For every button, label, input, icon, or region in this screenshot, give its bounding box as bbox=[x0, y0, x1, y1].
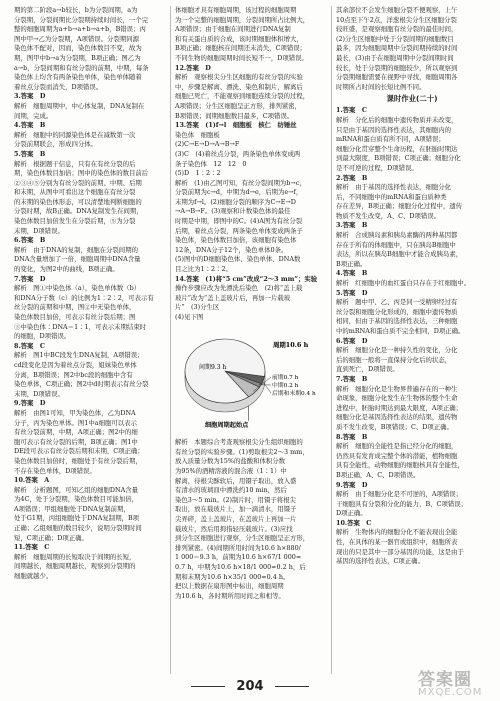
answer-text: 答案 B bbox=[20, 236, 46, 245]
left-column bbox=[14, 6, 166, 674]
answer-line bbox=[14, 236, 166, 246]
text-line: 丝分裂和细胞分化形成的，细胞中遗传物质 bbox=[336, 307, 458, 316]
text-line: (5)D 1∶2∶2 bbox=[175, 169, 221, 178]
answer-text: 答案 D bbox=[342, 336, 368, 345]
text-line: 片” (3)分生区 bbox=[175, 303, 220, 312]
footer-rule-left bbox=[191, 686, 225, 687]
text-line: 中的mRNA和蛋白质不完全相同，D项正确。 bbox=[336, 327, 465, 335]
cycle-period-label: 周期10.6 h bbox=[273, 340, 309, 349]
answer-line bbox=[336, 106, 488, 116]
text-line: 到分生区细胞进行观察，分生区细胞呈正方形， bbox=[175, 534, 310, 543]
text-line: 最长，(3)由于在细胞周期中分裂间期时间 bbox=[336, 53, 454, 62]
text-line: 细胞分化贯穿整个生命历程，在胚胎时期达 bbox=[336, 144, 458, 153]
explanation-line: 解析 由于细胞分化是不可逆的，A项错误； bbox=[336, 490, 463, 499]
text-line: 的末期的染色体形态，可以清楚地判断细胞的 bbox=[14, 197, 142, 206]
text-line: 1 000＝9.3 h，前期为10.6 h×67/1 000≈ bbox=[175, 553, 302, 562]
text-line: 时期是中期，即图中的C。(4)A图为有丝分裂 bbox=[175, 217, 303, 226]
explanation-line: 解析 分化后的细胞中遗传物质并未改变， bbox=[336, 115, 458, 124]
text-line: 时期所占时间的长短比例不同。 bbox=[336, 82, 426, 91]
text-line: 中，步骤是解离、漂洗、染色和制片，解离后 bbox=[175, 82, 303, 91]
text-line: 有清水的玻璃皿中漂洗约10 min，然后 bbox=[175, 486, 287, 495]
question-number: 12. bbox=[175, 63, 187, 72]
explanation-line: 解析 合成胰岛素和胰岛素酶的两种基因都 bbox=[336, 231, 458, 240]
answer-text: 答案 A bbox=[25, 476, 50, 485]
text-line: 把以上数据在扇形图中标出，细胞周期 bbox=[175, 582, 284, 591]
text-line: B项正确。 bbox=[336, 259, 367, 268]
text-line: 表达，所以在胰岛B细胞中才能合成胰岛素， bbox=[336, 250, 463, 259]
text-line: 和有关蛋白质的合成，该时期细胞体积增大， bbox=[175, 34, 303, 43]
answer-text: 答案 D bbox=[342, 480, 368, 489]
text-line: 操作步骤应改为先漂洗后染色 (2)将“盖上载 bbox=[175, 284, 303, 293]
text-line: 直到死亡，D项错误。 bbox=[336, 365, 399, 374]
question-number: 9. bbox=[14, 399, 21, 408]
text-line: 图中甲→乙为分裂期，A项错误。分裂期同源 bbox=[14, 34, 140, 43]
text-line: 具有全能性，动物细胞的细胞核具有全能性， bbox=[336, 461, 464, 470]
text-line: mRNA和蛋白质有所不同，A项错误； bbox=[336, 135, 445, 144]
text-line: B项正确；细胞核在间期还未消失，C项错误； bbox=[175, 44, 307, 53]
explanation-line: 解析 生物体内的细胞分化不能表现出全能 bbox=[336, 528, 458, 537]
question-number: 2. bbox=[336, 173, 343, 182]
text-line: 期，图甲中b→a为分裂期，B项正确；图乙为 bbox=[14, 53, 141, 62]
text-line: 最多，因为细胞周期中分裂间期持续的时间 bbox=[336, 44, 458, 53]
answer-text: 答案 B bbox=[342, 269, 368, 278]
answer-text: 答案 C bbox=[20, 341, 45, 350]
text-line: DNA含量增加了一倍，细胞周期中DNA含量 bbox=[14, 255, 141, 264]
text-line: 染色体数目加倍，可表示有丝分裂后期；图 bbox=[14, 313, 136, 321]
explanation-line: 解析 细胞分化是一种持久性的变化，分化 bbox=[336, 346, 458, 355]
answer-line bbox=[175, 64, 327, 74]
text-line: 12条，DNA分子12个，染色单体0条。 bbox=[175, 245, 288, 254]
text-line: 染色体上均含有两条染色单体，染色单体随着 bbox=[14, 73, 142, 82]
text-line: 干细胞具有分裂和分化的能力，B、C项错误； bbox=[336, 499, 468, 508]
explanation-line: 解析 细胞中的同源染色体是在减数第一次 bbox=[14, 130, 136, 139]
text-line: 处于G1期，丙组细胞处于DNA复制期，B项 bbox=[14, 514, 140, 523]
text-line: 不同生物的细胞周期时间长短不一，D项错误。 bbox=[175, 53, 308, 62]
question-number: 10. bbox=[336, 518, 348, 527]
text-line: 为一个完整的细胞周期，分裂间期所占比例大， bbox=[175, 15, 310, 24]
explanation-line: 解析 细胞周期的长短取决于间期的长短， bbox=[14, 552, 136, 561]
answer-text: 答案 (1)f→l 细胞板 核仁 纺锤丝 bbox=[186, 121, 297, 130]
text-line: 只是由于基因的选择性表达，其细胞内的 bbox=[336, 125, 452, 134]
text-line: ③中染色体∶DNA＝1∶1，可表示末期结束时 bbox=[14, 322, 147, 331]
text-line: 较长，处于分裂期的细胞较少，所以观察到 bbox=[336, 63, 458, 72]
text-line: 染色体不配对，因而，染色体数目不变，故为 bbox=[14, 44, 142, 53]
text-line: 细胞分化是基因选择性表达的结果，遗传物 bbox=[336, 413, 458, 422]
explanation-line: 解析 细胞分化是生物界普遍存在的一种生 bbox=[336, 384, 458, 393]
answer-text: 答案 C bbox=[25, 543, 50, 552]
text-line: 目之比为1∶2∶2。 bbox=[175, 265, 232, 274]
answer-line bbox=[175, 275, 327, 285]
explanation-line: 解析 分析题图，可知乙组的细胞DNA含量 bbox=[14, 485, 138, 494]
text-line: 末期，D项错误。 bbox=[14, 389, 64, 398]
text-line: 物质不发生改变，A、C、D项错误。 bbox=[336, 211, 441, 220]
answer-line bbox=[14, 275, 166, 285]
answer-line bbox=[336, 174, 488, 184]
text-line: (5)图中的D细胞染色体、染色单体、DNA数 bbox=[175, 255, 301, 264]
text-line: 仍然具有发育成完整个体的潜能，植物细胞 bbox=[336, 451, 458, 460]
text-line: 正确；乙组细胞的数目较少，说明分裂期时间 bbox=[14, 524, 142, 533]
text-line: 末期，D项错误。 bbox=[14, 226, 64, 235]
answer-text: 答案 B bbox=[20, 149, 46, 158]
text-line: 的细胞，D项错误。 bbox=[14, 332, 71, 341]
explanation-line: 解析 细胞的全能性是指已经分化的细胞， bbox=[336, 442, 458, 451]
text-line: 有丝分裂前期，中期，A项正确；图2中的细 bbox=[14, 428, 138, 437]
question-number: 8. bbox=[14, 341, 21, 350]
interphase-label: 间期9.3 h bbox=[199, 363, 227, 371]
answer-line bbox=[14, 150, 166, 160]
text-line: 和末期，从图中可看出这个细胞在有丝分裂 bbox=[14, 188, 136, 197]
start-point-caption: 细胞周期起始点 bbox=[205, 421, 249, 429]
text-line: 尖弄碎，盖上盖玻片，在盖玻片上再加一片 bbox=[175, 514, 297, 523]
text-line: 和DNA分子数（c）的比例为1∶2∶2，可表示有 bbox=[14, 293, 154, 302]
cell-cycle-pie-chart bbox=[175, 325, 327, 433]
explanation-line: 解析 观察根尖分生区细胞的有丝分裂的实验 bbox=[175, 73, 303, 82]
answer-text: 答案 D bbox=[20, 399, 46, 408]
answer-text: 答案 B bbox=[342, 432, 368, 441]
text-line: 载玻片，然后用拇指轻压载玻片。(3)应找 bbox=[175, 524, 293, 533]
answer-text: 答案 D bbox=[186, 63, 211, 72]
question-number: 6. bbox=[14, 236, 21, 245]
text-line: 后期，着丝点分裂，两条染色单体变成两条子 bbox=[175, 226, 303, 235]
text-line: 分裂时期，故B正确。DNA复制发生在间期， bbox=[14, 207, 143, 216]
text-line: 不存在染色单体，D项错误。 bbox=[14, 466, 96, 475]
text-line: B项正确，A、C、D项错误。 bbox=[336, 470, 420, 479]
text-line: 放入质量分数为15%的盐酸和体积分数 bbox=[175, 457, 286, 466]
question-number: 10. bbox=[14, 476, 26, 485]
right-column bbox=[331, 6, 488, 674]
text-line: 间期，完成。 bbox=[14, 111, 53, 120]
answer-line bbox=[14, 121, 166, 131]
middle-column bbox=[170, 6, 327, 674]
text-line: 胞可表示有丝分裂的后期，B项正确；图1中 bbox=[14, 437, 138, 446]
text-line: 分子，丙为染色单体。图1中a细胞可以表示 bbox=[14, 418, 137, 427]
text-line: 染色体数目加倍时，细胞处于有丝分裂后期， bbox=[14, 456, 142, 465]
text-line: 后的细胞一般将一直保持分化后的状态， bbox=[336, 355, 452, 364]
question-number: 7. bbox=[336, 374, 343, 383]
text-line: 玻片”改为“盖上盖玻片后，再加一片载玻 bbox=[175, 293, 291, 302]
question-number: 4. bbox=[14, 121, 21, 130]
explanation-line: 解析 图①中染色体（a），染色单体数（b） bbox=[14, 284, 141, 293]
text-line: B项错误；间期细胞数目最多，C项错误。 bbox=[175, 111, 294, 120]
text-line: D项正确。 bbox=[336, 509, 367, 518]
question-number: 1. bbox=[336, 106, 343, 115]
question-number: 8. bbox=[336, 432, 343, 441]
text-line: 分裂前期联会，形成四分体。 bbox=[14, 140, 98, 149]
answer-line bbox=[336, 433, 488, 443]
explanation-line: 解析 (1)由乙图可知，有丝分裂间期为b→c， bbox=[175, 178, 306, 187]
text-line: 分离，B项错误；图2中bc段的细胞中含有 bbox=[14, 370, 133, 379]
explanation-line: 解析 根据题干信息，只有在有丝分裂的后 bbox=[14, 159, 136, 168]
explanation-line: 解析 题中甲、乙、丙是同一受精卵经过有 bbox=[336, 298, 458, 307]
explanation-line: 解析 由图1可知，甲为染色体，乙为DNA bbox=[14, 408, 136, 417]
text-line: 条子染色体 12 12 0 bbox=[175, 159, 247, 168]
answer-line bbox=[336, 269, 488, 279]
text-line: A项错误；由于细胞在间期进行DNA复制 bbox=[175, 25, 291, 34]
page-number: 204 bbox=[236, 679, 264, 694]
text-line: 为4C，处于分裂期，染色体数目可能加倍， bbox=[14, 495, 138, 504]
text-line: A项错误；甲组细胞处于DNA复制前期， bbox=[14, 504, 130, 513]
text-line: 期的第二阶段a→b较长，b为分裂间期，a为 bbox=[14, 6, 138, 14]
text-line: 为10.6 h，各时期所用时间之和相等。 bbox=[175, 591, 285, 600]
answer-text: 答案 B bbox=[342, 173, 368, 182]
text-line: 染色体 细胞板 bbox=[175, 130, 220, 139]
answer-line bbox=[175, 121, 327, 131]
text-line: →A→B→F。(3)观察和计数染色体的最佳 bbox=[175, 207, 291, 216]
text-line: 期和末期为10.6 h×35/1 000≈0.4 h。 bbox=[175, 572, 290, 581]
text-line: ②③④⑤分别为有丝分裂的前期、中期、后期 bbox=[14, 178, 142, 187]
question-number: 11. bbox=[14, 543, 26, 552]
slice-label: 后期和末期0.4 h bbox=[272, 390, 316, 397]
text-line: 到最大限度，B项错误；C项正确；细胞分化 bbox=[336, 154, 461, 163]
text-line: 排列紧密。(4)间期所用时间为10.6 h×880/ bbox=[175, 543, 301, 552]
right-column-answers bbox=[336, 106, 488, 567]
explanation-line: 解析 由于基因的选择性表达，细胞分化 bbox=[336, 183, 452, 192]
text-line: 细胞已死亡，不能观察到细胞连续分裂的过程， bbox=[175, 92, 310, 101]
slice-label: 中期0.2 h bbox=[272, 382, 299, 389]
text-line: 存在差异，B项正确；细胞分化过程中，遗传 bbox=[336, 202, 463, 211]
answer-line bbox=[336, 337, 488, 347]
text-line: 解离，待根尖酥软后，用镊子取出，放入盛 bbox=[175, 476, 297, 485]
question-number: 4. bbox=[336, 269, 343, 278]
explanation-line: 解析 本题综合考查观察根尖分生组织细胞的 bbox=[175, 438, 303, 447]
answer-text: 答案 B bbox=[342, 221, 368, 230]
text-line: (2)C→E→D→A→B→F bbox=[175, 140, 240, 149]
answer-text: 答案 D bbox=[20, 92, 46, 101]
answer-line bbox=[14, 543, 166, 553]
footer-rule-right bbox=[275, 686, 309, 687]
text-line: 有丝分裂的实验步骤。(1)剪取根尖2～3 mm， bbox=[175, 447, 309, 456]
explanation-line: 解析 细胞周期中，中心体复制，DNA复制在 bbox=[14, 101, 145, 110]
question-number: 5. bbox=[336, 288, 343, 297]
watermark bbox=[418, 665, 496, 699]
cell-cycle-figure bbox=[175, 325, 327, 437]
answer-columns bbox=[14, 6, 488, 674]
answer-line bbox=[336, 481, 488, 491]
text-line: 现出的只是其中一部分基因的功能，这是由于 bbox=[336, 547, 464, 556]
text-line: 命现象，细胞分化发生在生物体的整个生命 bbox=[336, 394, 458, 403]
text-line: 丝分裂的前期和中期，图②中无染色单体， bbox=[14, 303, 136, 312]
answer-text: 答案 D bbox=[20, 274, 46, 283]
text-line: 短，C项正确；D项正确。 bbox=[14, 533, 88, 542]
text-line: 着丝点分裂而消失，D项错误。 bbox=[14, 82, 103, 91]
section-header: 课时作业(二十) bbox=[386, 94, 438, 104]
answer-text: 答案 D bbox=[342, 288, 368, 297]
answer-text: 答案 B bbox=[342, 374, 368, 383]
text-line: 染色体数目加倍发生在分裂后期，⑤为分裂 bbox=[14, 217, 136, 226]
text-line: 为95%的酒精溶液的混合液（1∶1）中 bbox=[175, 466, 287, 475]
slice-label: 前期0.7 h bbox=[272, 374, 299, 381]
question-number: 3. bbox=[14, 92, 21, 101]
text-line: DE段可表示有丝分裂后期和末期，C项正确； bbox=[14, 447, 144, 456]
text-line: (2)分生区细胞中处于分裂间期的细胞数目 bbox=[336, 34, 454, 43]
text-line: 染色体，染色体数目加倍，该细胞有染色体 bbox=[175, 236, 297, 245]
text-line: (3)C (4)着丝点分裂，两条染色单体变成两 bbox=[175, 149, 301, 158]
question-number: 3. bbox=[336, 221, 343, 230]
text-line: 染色单体，C项正确；图2中d时期表示有丝分裂 bbox=[14, 380, 149, 389]
text-line: 分裂前期为c→d，中期为d→e，后期为e→f， bbox=[175, 188, 303, 197]
explanation-line: 解析 由于DNA的复制，细胞在分裂间期的 bbox=[14, 245, 138, 254]
text-line: 10点至下午2点，洋葱根尖分生区细胞分裂 bbox=[336, 15, 457, 24]
text-line: 整的细胞周期为a+b→a+b→a+b，B错误；丙 bbox=[14, 25, 146, 34]
text-line: 后，不同细胞中的mRNA和蛋白质种类 bbox=[336, 192, 447, 201]
text-line: 体细胞才具有细胞周期，该过程的细胞周期 bbox=[175, 6, 297, 14]
text-line: 染色3～5 min。(2)制片时，用镊子将根尖 bbox=[175, 495, 296, 504]
text-line: 末期为f→l。(2)细胞分裂的顺序为C→E→D bbox=[175, 197, 296, 206]
answer-line bbox=[14, 399, 166, 409]
explanation-line: 解析 图1中BC段发生DNA复制，A项错误； bbox=[14, 351, 144, 360]
watermark-text: 答案圈 bbox=[418, 670, 472, 690]
question-number: 14. bbox=[175, 274, 187, 283]
text-line: 进程中，胚胎时期达到最大限度，A项正确； bbox=[336, 403, 463, 412]
question-number: 13. bbox=[175, 121, 187, 130]
text-line: cd段变化是因为着丝点分裂，姐妹染色单体 bbox=[14, 360, 137, 369]
text-line: 性，在具体的某一器官或组织中，细胞所表 bbox=[336, 538, 458, 547]
answer-text: 答案 B bbox=[20, 121, 46, 130]
watermark-url: MXQE.COM bbox=[418, 687, 483, 698]
question-number: 7. bbox=[14, 274, 21, 283]
answer-text: 答案 C bbox=[347, 518, 372, 527]
text-line: A项错误；分生区细胞呈正方形，排列紧密， bbox=[175, 101, 302, 110]
text-line: 质不发生改变，B项错误；C、D项正确。 bbox=[336, 422, 453, 431]
text-line: 细胞就越少。 bbox=[14, 572, 53, 581]
question-number: 5. bbox=[14, 149, 21, 158]
answer-line bbox=[14, 342, 166, 352]
answer-line bbox=[336, 289, 488, 299]
answer-line bbox=[336, 221, 488, 231]
text-line: 0.7 h，中期为10.6 h×18/1 000≈0.2 h，后 bbox=[175, 562, 306, 571]
answer-line bbox=[14, 92, 166, 102]
explanation-line: 解析 红细胞中的血红蛋白只存在于红细胞中。 bbox=[336, 279, 471, 288]
text-line: 其余部位不会发生细胞分裂不便观察，上午 bbox=[336, 6, 458, 14]
answer-text: 答案 C bbox=[342, 106, 367, 115]
text-line: 分裂期，分裂间期比分裂期持续时间长，一个完 bbox=[14, 15, 149, 24]
text-line: 存在于所有的体细胞中，只在胰岛B细胞中 bbox=[336, 240, 456, 249]
question-number: 9. bbox=[336, 480, 343, 489]
answer-line bbox=[14, 476, 166, 486]
text-line: 基因的选择性表达，C项正确。 bbox=[336, 557, 424, 566]
text-line: 较旺盛，是观察细胞有丝分裂的最佳时间， bbox=[336, 25, 458, 34]
text-line: 是不可逆的过程，D项错误。 bbox=[336, 163, 418, 172]
text-line: 取出，放在载玻片上，加一滴清水，用镊子 bbox=[175, 505, 297, 514]
answer-text: 答案 (1)将“5 cm”改成“2～3 mm”；实验 bbox=[186, 274, 318, 283]
right-column-continuation bbox=[336, 6, 488, 92]
text-line: a→b，分裂间期和有丝分裂的前期，中期，每条 bbox=[14, 63, 149, 72]
text-line: 间期越长，细胞周期越长，观察到分裂期的 bbox=[14, 562, 136, 571]
text-line: (4)见下图 bbox=[175, 313, 204, 321]
text-line: 的变化，为图2中的曲线，B项正确。 bbox=[14, 265, 119, 274]
text-line: 分裂期细胞需要在视野中寻找，细胞周期各 bbox=[336, 73, 458, 82]
text-line: 相同，但由于基因的选择性表达，三种细胞 bbox=[336, 317, 458, 326]
question-number: 6. bbox=[336, 336, 343, 345]
text-line: 期，染色体数目加倍；图中的染色体的数目前后 bbox=[14, 169, 149, 178]
answer-line bbox=[336, 375, 488, 385]
